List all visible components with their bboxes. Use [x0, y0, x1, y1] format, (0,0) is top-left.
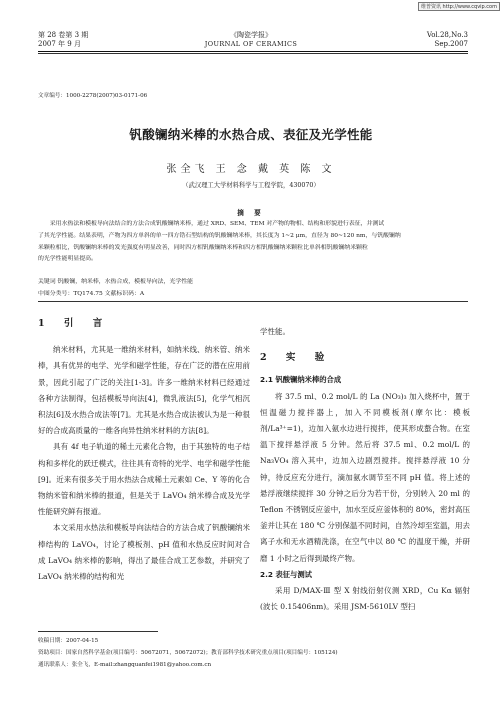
- header-rule-thin: [38, 53, 468, 54]
- funding: 资助项目：国家自然科学基金(项目编号：50672071，50672072)；教育部科学技术研究重点项目(项目编号：105124): [38, 650, 338, 656]
- classification: 中图分类号：TQ174.75 文献标识码：A: [38, 291, 145, 297]
- subsection-heading: 2.1 钒酸镧纳米棒的合成: [260, 375, 342, 385]
- volume-en: Vol.28,No.3: [426, 31, 468, 39]
- affiliation: （武汉理工大学材料科学与工程学院，430070）: [182, 182, 320, 189]
- watermark: 维普资讯 http://www.cqvip.com: [418, 2, 500, 11]
- date-en: Sep.2007: [434, 40, 468, 48]
- journal-cn: 《陶瓷学报》: [230, 31, 272, 39]
- abstract-line: 了其光学性能。结果表明，产物为四方单斜的单一四方锆石型结构的钒酸镧纳米棒，其长度为 1~2 μm，直径为 80~120 nm，与钒酸镧纳: [38, 232, 401, 239]
- paragraph: 本文采用水热法和模板导向法结合的方法合成了钒酸镧纳米棒结构的 LaVO₄，讨论了模板剂、pH 值和水热反应时间对合成 LaVO₄ 纳米棒的影响，得出了最佳合成工艺参数，并研究了 LaVO₄ 纳米棒的结构和光: [38, 523, 250, 582]
- abstract-line: 的光学性能明显提高。: [38, 256, 97, 263]
- paragraph: 具有 4f 电子轨道的稀土元素化合物，由于其独特的电子结构和多样化的跃迁模式，往往具有奇特的光学、电学和磁学性能[9]。近来有很多关于用水热法合成稀土元素如 Ce、Y 等的化合物纳米管和纳米棒的报道，但是关于 LaVO₄ 纳米棒合成及光学性能研究鲜有报道。: [38, 442, 250, 517]
- article-id: 文章编号：1000-2278(2007)03-0171-06: [38, 93, 148, 99]
- section-heading: 1 引 言: [38, 318, 111, 329]
- paragraph: 纳米材料，尤其是一维纳米材料，如纳米线、纳米管、纳米棒，具有优异的电学、光学和磁学性能，存在广泛的潜在应用前景，因此引起了广泛的关注[1-3]。许多一维纳米材料已经通过各种方法制得，包括模板导向法[4]，微乳液法[5]，化学气相沉积法[6]及水热合成法等[7]。尤其是水热合成法被认为是一种很好的合成高质量的一维各向异性纳米材料的方法[8]。: [38, 345, 250, 436]
- contact: 通讯联系人：张全飞，E-mail:zhangquanfei1981@yahoo.com.cn: [38, 662, 212, 668]
- keywords: 关键词 钒酸镧，纳米棒，水热合成，模板导向法，光学性能: [38, 279, 194, 285]
- paragraph: 采用 D/MAX-Ⅲ 型 X 射线衍射仪测 XRD，Cu Kα 辐射(波长 0.15406nm)。采用 JSM-5610LV 型扫: [260, 586, 470, 612]
- section-heading: 2 实 验: [260, 352, 333, 364]
- abstract-heading: 摘 要: [237, 209, 265, 217]
- authors: 张全飞 王 念 戴 英 陈 文: [166, 164, 336, 175]
- date-cn: 2007 年 9 月: [38, 40, 81, 48]
- abstract-line: 米颗粒相比，钒酸镧纳米棒的发光强度有明显改善，同时四方相钒酸镧纳米棒和四方相钒酸镧纳米颗粒比单斜相钒酸镧纳米颗粒: [38, 244, 368, 251]
- subsection-heading: 2.2 表征与测试: [260, 569, 312, 579]
- abstract-rule: [38, 301, 468, 302]
- volume-cn: 第 28 卷第 3 期: [38, 31, 89, 39]
- paper-title: 钒酸镧纳米棒的水热合成、表征及光学性能: [129, 127, 373, 142]
- footnote-rule: [38, 631, 158, 632]
- header-rule: [38, 51, 468, 52]
- left-column: [38, 316, 250, 585]
- abstract-body: [38, 219, 470, 266]
- abstract-line: 采用水热法和模板导向法结合的方法合成钒酸镧纳米棒，通过 XRD、SEM、TEM 对产物的物相、结构和形貌进行表征，并测试: [49, 221, 385, 227]
- paragraph: 将 37.5 ml、0.2 mol/L 的 La (NO₃)₃ 加入烧杯中，置于恒温磁力搅拌器上，加入不同模板剂(摩尔比：模板剂/La³⁺=1)，边加入氨水边进行搅拌，使其形成螯合物。在室温下搅拌悬浮液 5 分钟。然后将 37.5 ml、0.2 mol/L 的 Na₃VO₄ 溶入其中，边加入边剧烈搅拌。搅拌悬浮液 10 分钟，待反应充分进行，滴加氨水调节至不同 pH 值。将上述的悬浮液继续搅拌 30 分钟之后分为若干份，分别转入 20 ml 的 Teflon 不锈钢反应釜中，加水至反应釜体积的 80%，密封高压釜并让其在 180 ℃ 分别保温不同时间，自然冷却至室温，用去离子水和无水酒精洗涤，在空气中以 80 ℃ 的温度干燥，并研磨 1 小时之后得到最终产物。: [260, 391, 470, 563]
- journal-en: JOURNAL OF CERAMICS: [204, 40, 298, 48]
- right-column: [260, 324, 470, 615]
- paragraph-continuation: 学性能。: [260, 327, 290, 336]
- received-date: 收稿日期：2007-04-15: [38, 638, 99, 644]
